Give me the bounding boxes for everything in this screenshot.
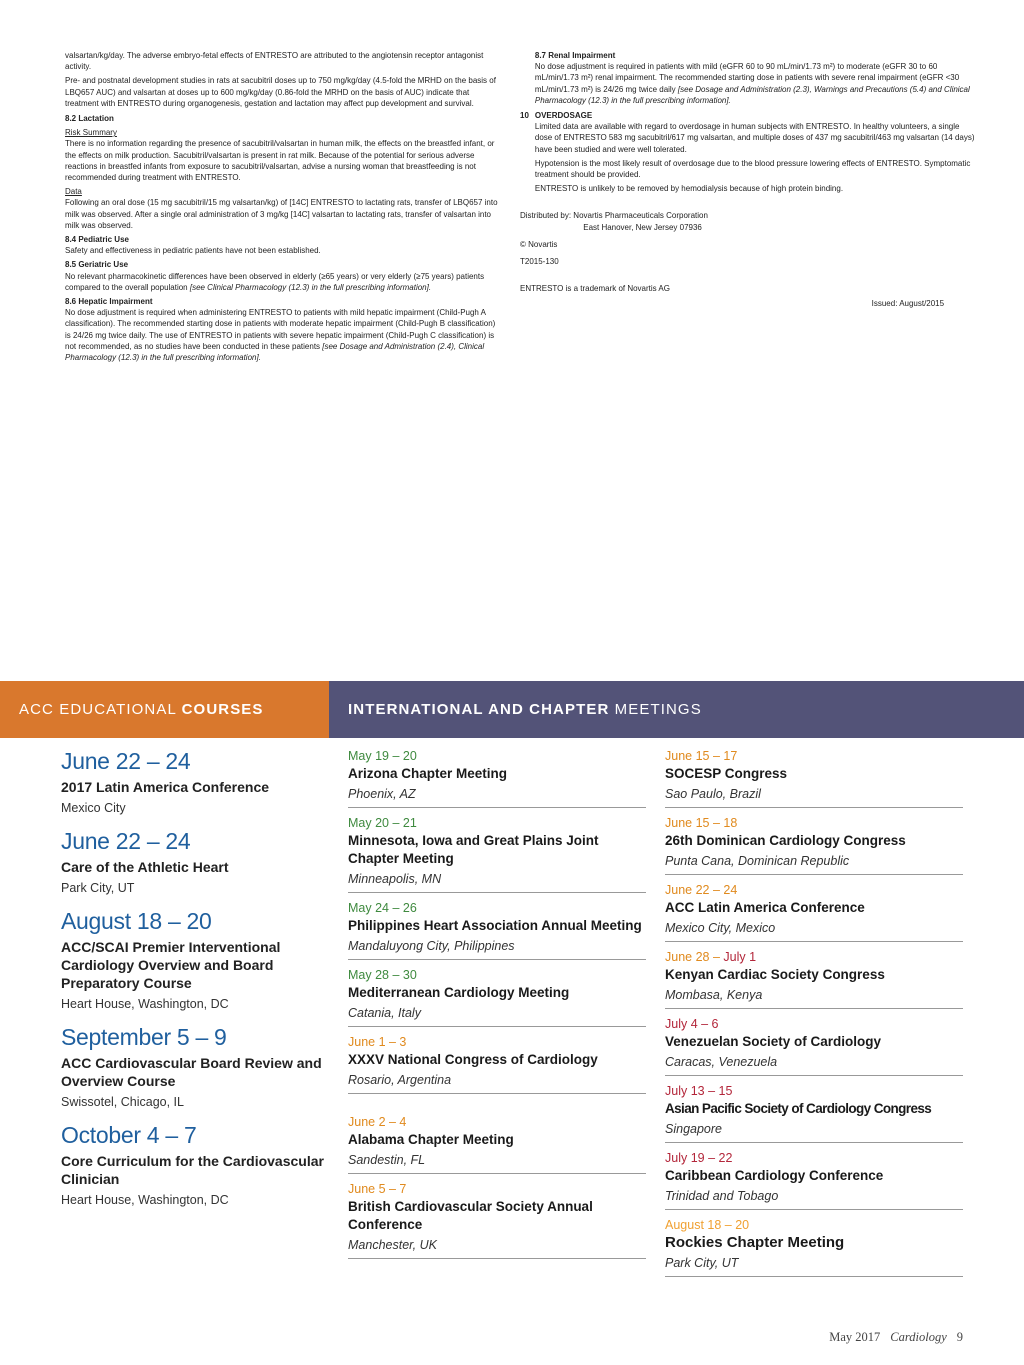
- pi-paragraph: ENTRESTO is unlikely to be removed by hemodialysis because of high protein binding.: [534, 183, 844, 194]
- section-title: OVERDOSAGE: [534, 110, 593, 121]
- subheading-data: Data: [65, 186, 82, 197]
- section-heading-renal-impairment: 8.7 Renal Impairment: [534, 50, 616, 60]
- meetings-column-2: [665, 748, 963, 1284]
- meeting-item: [348, 967, 646, 1027]
- meeting-date: May 19 – 20: [348, 749, 417, 763]
- pi-reference: [see Dosage and Administration (2.3), Warnings and Precautions (5.4) and Clinical Pharmacology (12.3) in the full prescribing information].: [534, 83, 970, 105]
- meeting-date: [665, 949, 963, 965]
- document-code: T2015-130: [520, 256, 559, 267]
- meeting-title: Alabama Chapter Meeting: [348, 1132, 514, 1147]
- meeting-title: Caribbean Cardiology Conference: [665, 1168, 884, 1183]
- section-heading-lactation: 8.2 Lactation: [65, 113, 114, 124]
- meeting-location: Mexico City, Mexico: [665, 921, 776, 935]
- meeting-location: Rosario, Argentina: [348, 1073, 452, 1087]
- meeting-item: [665, 1016, 963, 1076]
- meeting-location: Caracas, Venezuela: [665, 1055, 778, 1069]
- meeting-date: June 15 – 17: [665, 749, 738, 763]
- meeting-item: [665, 949, 963, 1009]
- meeting-item: [348, 1181, 646, 1259]
- course-title: ACC Cardiovascular Board Review and Overview Course: [61, 1055, 322, 1089]
- section-heading-pediatric-use: 8.4 Pediatric Use: [65, 234, 129, 245]
- meeting-item: [665, 1150, 963, 1210]
- prescribing-info-left-column: [65, 50, 500, 366]
- prescribing-info-right-column: [520, 50, 976, 313]
- pi-paragraph: [65, 307, 500, 363]
- meeting-location: Sandestin, FL: [348, 1153, 426, 1167]
- course-location: Mexico City: [61, 801, 126, 815]
- meeting-title: Rockies Chapter Meeting: [665, 1234, 845, 1251]
- course-location: Park City, UT: [61, 881, 135, 895]
- course-title: ACC/SCAI Premier Interventional Cardiology Overview and Board Preparatory Course: [61, 939, 281, 991]
- pi-paragraph: Safety and effectiveness in pediatric patients have not been established.: [65, 245, 321, 256]
- banner-bold-text: COURSES: [181, 701, 264, 718]
- course-date: October 4 – 7: [61, 1122, 197, 1148]
- course-location: Swissotel, Chicago, IL: [61, 1095, 184, 1109]
- meeting-location: Catania, Italy: [348, 1006, 421, 1020]
- course-date: June 22 – 24: [61, 748, 191, 774]
- meeting-item: [348, 1114, 646, 1174]
- meetings-column-1: [348, 748, 646, 1266]
- meeting-title: Asian Pacific Society of Cardiology Congress: [665, 1101, 932, 1116]
- course-title: 2017 Latin America Conference: [61, 779, 270, 795]
- meeting-location: Trinidad and Tobago: [665, 1189, 779, 1203]
- pi-paragraph: Following an oral dose (15 mg sacubitril/15 mg valsartan/kg) of [14C] ENTRESTO to lactating rats, transfer of LBQ657 into milk was observed. After a single oral administration of 3 mg/kg [14C] valsartan to lactating rats, transfer of valsartan into milk was observed.: [65, 197, 498, 230]
- course-item: [61, 1120, 326, 1209]
- meeting-date: July 19 – 22: [665, 1151, 733, 1165]
- meeting-date: July 4 – 6: [665, 1017, 719, 1031]
- meeting-location: Park City, UT: [665, 1256, 739, 1270]
- banner-light-text: MEETINGS: [609, 701, 702, 718]
- pi-reference: [see Dosage and Administration (2.4), Clinical Pharmacology (12.3) in the full prescribing information].: [65, 340, 485, 363]
- meeting-date: August 18 – 20: [665, 1218, 750, 1232]
- meeting-item: [348, 815, 646, 893]
- magazine-name: Cardiology: [890, 1330, 947, 1344]
- meeting-title: 26th Dominican Cardiology Congress: [665, 833, 906, 848]
- banner-bold-text: INTERNATIONAL AND CHAPTER: [348, 701, 610, 718]
- course-date: August 18 – 20: [61, 908, 212, 934]
- meeting-date: June 2 – 4: [348, 1115, 407, 1129]
- distributor-line: Distributed by: Novartis Pharmaceuticals Corporation: [520, 210, 708, 221]
- meeting-item: [665, 1217, 963, 1277]
- course-location: Heart House, Washington, DC: [61, 1193, 229, 1207]
- meeting-item: [348, 900, 646, 960]
- pi-paragraph: [65, 271, 500, 293]
- meeting-location: Phoenix, AZ: [348, 787, 416, 801]
- course-item: [61, 906, 326, 1013]
- course-date: June 22 – 24: [61, 828, 191, 854]
- meeting-title: Philippines Heart Association Annual Meeting: [348, 918, 642, 933]
- pi-paragraph: Limited data are available with regard to overdosage in human subjects with ENTRESTO. In healthy volunteers, a single dose of ENTRESTO 583 mg sacubitril/617 mg valsartan, and multiple doses of 437 mg sacubitril/463 mg valsartan (14 days) have been studied and were well tolerated.: [534, 121, 975, 154]
- meeting-location: Manchester, UK: [348, 1238, 437, 1252]
- meeting-item: [348, 1034, 646, 1094]
- course-date: September 5 – 9: [61, 1024, 227, 1050]
- meeting-item: [665, 748, 963, 808]
- meeting-location: Singapore: [665, 1122, 722, 1136]
- meeting-item: [665, 1083, 963, 1143]
- courses-list: [61, 746, 326, 1218]
- meeting-date: June 22 – 24: [665, 883, 738, 897]
- banner-meetings-title: [348, 701, 702, 718]
- pi-reference: [see Clinical Pharmacology (12.3) in the full prescribing information].: [189, 281, 432, 292]
- meeting-date-start: June 28 –: [665, 950, 724, 964]
- meeting-location: Minneapolis, MN: [348, 872, 442, 886]
- meeting-item: [665, 815, 963, 875]
- meeting-date-end: July 1: [723, 950, 757, 964]
- meeting-date: July 13 – 15: [665, 1084, 733, 1098]
- pi-text: No dose adjustment is required when administering ENTRESTO to patients with mild hepatic impairment (Child-Pugh A classification). The recommended starting dose in patients with moderate hepatic impairment (Child-Pugh B classification) is 24/26 mg twice daily. The use of ENTRESTO in patients with severe hepatic impairment (Child-Pugh C classification) is not recommended, as no studies have been conducted in these patients: [65, 307, 496, 351]
- pi-paragraph: [520, 61, 976, 106]
- course-item: [61, 746, 326, 817]
- pi-paragraph: valsartan/kg/day. The adverse embryo-fetal effects of ENTRESTO are attributed to the angiotensin receptor antagonist activity.: [65, 50, 484, 72]
- meeting-title: Venezuelan Society of Cardiology: [665, 1034, 882, 1049]
- meeting-date: May 24 – 26: [348, 901, 417, 915]
- meeting-location: Sao Paulo, Brazil: [665, 787, 761, 801]
- banner-meetings: [329, 681, 1024, 738]
- meeting-title: ACC Latin America Conference: [665, 900, 865, 915]
- meeting-date: June 1 – 3: [348, 1035, 407, 1049]
- meeting-date: June 15 – 18: [665, 816, 738, 830]
- meeting-location: Punta Cana, Dominican Republic: [665, 854, 850, 868]
- course-location: Heart House, Washington, DC: [61, 997, 229, 1011]
- pi-text: No relevant pharmacokinetic differences have been observed in elderly (≥65 years) or very elderly (≥75 years) patients compared to the overall population: [65, 270, 485, 292]
- section-heading-overdosage: [520, 110, 976, 121]
- copyright: © Novartis: [520, 238, 558, 249]
- distributor-address: East Hanover, New Jersey 07936: [583, 221, 702, 232]
- meeting-title: British Cardiovascular Society Annual Conference: [348, 1199, 593, 1232]
- meeting-item: [348, 748, 646, 808]
- meeting-title: Minnesota, Iowa and Great Plains Joint Chapter Meeting: [348, 833, 599, 866]
- pi-paragraph: Pre- and postnatal development studies in rats at sacubitril doses up to 750 mg/kg/day (4.5-fold the MRHD on the basis of LBQ657 AUC) and valsartan at doses up to 600 mg/kg/day (0.86-fold the MRHD on the basis of AUC) indicate that treatment with ENTRESTO during organogenesis, gestation and lactation may affect pup development and survival.: [65, 75, 496, 108]
- section-heading-geriatric-use: 8.5 Geriatric Use: [65, 259, 129, 270]
- section-heading-hepatic-impairment: 8.6 Hepatic Impairment: [65, 296, 153, 307]
- meeting-date: June 5 – 7: [348, 1182, 407, 1196]
- section-number: 10: [520, 110, 529, 121]
- banner-light-text: ACC EDUCATIONAL: [19, 701, 182, 718]
- subheading-risk-summary: Risk Summary: [65, 127, 117, 138]
- course-item: [61, 826, 326, 897]
- trademark-notice: ENTRESTO is a trademark of Novartis AG: [520, 283, 670, 294]
- meeting-location: Mandaluyong City, Philippines: [348, 939, 515, 953]
- course-title: Care of the Athletic Heart: [61, 859, 229, 875]
- page-number: 9: [956, 1330, 963, 1344]
- issue-date: May 2017: [829, 1330, 881, 1344]
- banner-courses: [0, 681, 329, 738]
- issued-date: Issued: August/2015: [871, 298, 945, 309]
- meeting-title: XXXV National Congress of Cardiology: [348, 1052, 598, 1067]
- meeting-date: May 28 – 30: [348, 968, 417, 982]
- course-item: [61, 1022, 326, 1111]
- meeting-date: May 20 – 21: [348, 816, 417, 830]
- meeting-title: Mediterranean Cardiology Meeting: [348, 985, 570, 1000]
- meeting-title: Arizona Chapter Meeting: [348, 766, 508, 781]
- meeting-item: [665, 882, 963, 942]
- pi-text: No dose adjustment is required in patients with mild (eGFR 60 to 90 mL/min/1.73 m²) to moderate (eGFR 30 to 60 mL/min/1.73 m²) renal impairment. The recommended starting dose in patients with severe renal impairment (eGFR <30 mL/min/1.73 m²) is 24/26 mg twice daily: [534, 61, 960, 94]
- meeting-location: Mombasa, Kenya: [665, 988, 763, 1002]
- meeting-title: Kenyan Cardiac Society Congress: [665, 967, 885, 982]
- banner-courses-title: [19, 701, 264, 718]
- pi-paragraph: There is no information regarding the presence of sacubitril/valsartan in human milk, the effects on the breastfed infant, or the effects on milk production. Sacubitril/valsartan is present in rat milk. Because of the potential for serious adverse reactions in breastfed infants from exposure to sacubitril/valsartan, advise a nursing woman that breastfeeding is not recommended during treatment with ENTRESTO.: [65, 138, 495, 183]
- meeting-title: SOCESP Congress: [665, 766, 788, 781]
- course-title: Core Curriculum for the Cardiovascular Clinician: [61, 1153, 324, 1187]
- page-footer: [829, 1330, 963, 1345]
- pi-paragraph: Hypotension is the most likely result of overdosage due to the blood pressure lowering effects of ENTRESTO. Symptomatic treatment should be provided.: [534, 157, 971, 180]
